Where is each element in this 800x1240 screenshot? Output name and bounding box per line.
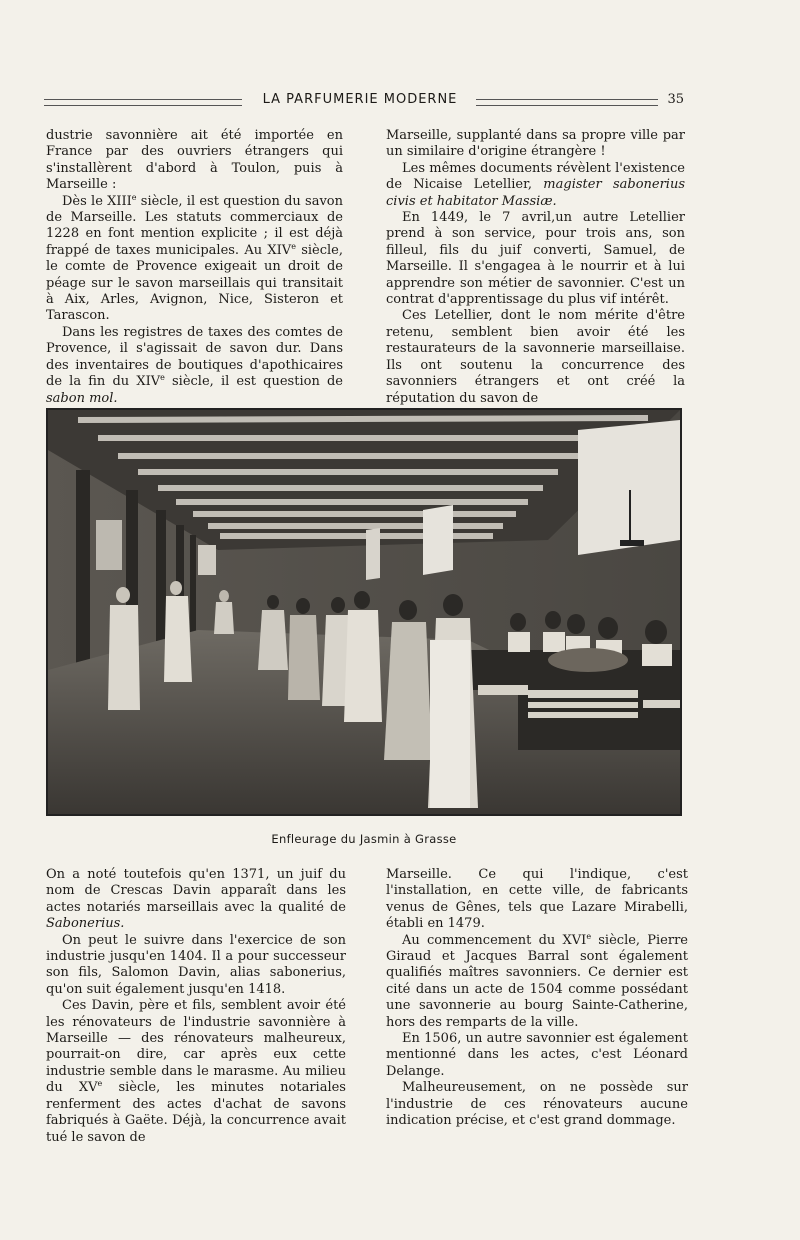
figure-caption: Enfleurage du Jasmin à Grasse [271,832,457,846]
paragraph: On peut le suivre dans l'exercice de son industrie jusqu'en 1404. Il a pour successeur son fils, Salomon Davin, alias sabonerius, qu'on suit également jusqu'en 1418. [46,932,346,997]
paragraph: Les mêmes documents révèlent l'existence de Nicaise Letellier, magister sabonerius civis et habitator Massiæ. [386,160,685,209]
paragraph: dustrie savonnière ait été importée en France par des ouvriers étrangers qui s'installèrent d'abord à Toulon, puis à Marseille : [46,128,343,193]
paragraph: Malheureusement, on ne possède sur l'industrie de ces rénovateurs aucune indication précise, et c'est grand dommage. [386,1080,688,1129]
text-column-top-left [46,128,343,407]
text-column-bottom-left [46,867,346,1146]
factory-photograph [46,408,682,816]
paragraph: Ces Letellier, dont le nom mérite d'être retenu, semblent bien avoir été les restaurateurs de la savonnerie marseillaise. Ils ont soutenu la concurrence des savonniers étrangers et ont créé la réputation du savon de [386,308,685,406]
journal-title: LA PARFUMERIE MODERNE [262,92,458,107]
paragraph: On a noté toutefois qu'en 1371, un juif du nom de Crescas Davin apparaît dans les actes notariés marseillais avec la qualité de Sabonerius. [46,867,346,932]
text-column-top-right [386,128,685,407]
paragraph: Dans les registres de taxes des comtes de Provence, il s'agissait de savon dur. Dans des inventaires de boutiques d'apothicaires de la fin du XIVe siècle, il est question de sabon mol. [46,324,343,406]
photo-illustration [48,410,680,814]
paragraph: Au commencement du XVIe siècle, Pierre Giraud et Jacques Barral sont également qualifiés maîtres savonniers. Ce dernier est cité dans un acte de 1504 comme possédant une savonnerie au bourg Sainte-Catherine, hors des remparts de la ville. [386,931,688,1030]
paragraph: Marseille, supplanté dans sa propre ville par un similaire d'origine étrangère ! [386,128,685,160]
paragraph: Ces Davin, père et fils, semblent avoir été les rénovateurs de l'industrie savonnière à Marseille — des rénovateurs malheureux, pourrait-on dire, car après eux cette industrie semble dans le marasme. Au milieu du XVe siècle, les minutes notariales renferment des actes d'achat de savons fabriqués à Gaëte. Déjà, la concurrence avait tué le savon de [46,998,346,1145]
header-rule-right [476,99,658,106]
paragraph: Dès le XIIIe siècle, il est question du savon de Marseille. Les statuts commerciaux de 1228 en font mention explicite ; il est déjà frappé de taxes municipales. Au XIVe siècle, le comte de Provence exigeait un droit de péage sur le savon marseillais qui transitait à Aix, Arles, Avignon, Nice, Sisteron et Tarascon. [46,192,343,324]
running-header [44,92,684,112]
page-number: 35 [667,92,684,107]
text-column-bottom-right [386,867,688,1130]
paragraph: En 1506, un autre savonnier est également mentionné dans les actes, c'est Léonard Delange. [386,1031,688,1079]
header-rule-left [44,99,242,106]
paragraph: En 1449, le 7 avril,un autre Letellier prend à son service, pour trois ans, son filleul, fils du juif converti, Samuel, de Marseille. Il s'engagea à le nourrir et à lui apprendre son métier de savonnier. C'est un contrat d'apprentissage du plus vif intérêt. [386,210,685,308]
paragraph: Marseille. Ce qui l'indique, c'est l'installation, en cette ville, de fabricants venus de Gênes, tels que Lazare Mirabelli, établi en 1479. [386,867,688,932]
